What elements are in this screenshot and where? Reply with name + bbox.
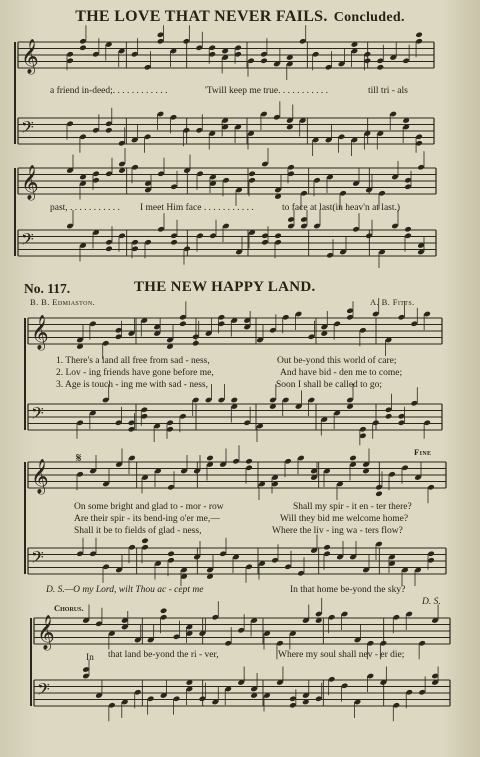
- note-head: [230, 397, 238, 404]
- verse3-b: Soon I shall be called to go;: [276, 380, 383, 390]
- treble-clef-icon: 𝄞: [31, 315, 49, 350]
- verse1-c: On some bright and glad to - mor - row: [74, 502, 224, 512]
- lyric-a1-1: a friend in-deed;. . . . . . . . . . . .: [50, 86, 168, 96]
- bass-clef-icon: 𝄢: [21, 117, 34, 141]
- verse2-a: 2. Lov - ing friends have gone before me,: [56, 368, 214, 378]
- note-head: [179, 320, 187, 327]
- verse1-a: 1. There's a land all free from sad - ness,: [56, 356, 210, 366]
- verse2-b: And have bid - den me to come;: [280, 368, 403, 378]
- ds-mark: D. S.: [422, 597, 441, 607]
- verse1-b: Out be-yond this world of care;: [277, 356, 397, 366]
- hymn-title: THE NEW HAPPY LAND.: [134, 279, 316, 295]
- note-head: [375, 490, 383, 497]
- bass-clef-icon: 𝄢: [31, 547, 44, 571]
- note-head: [105, 245, 113, 252]
- note-head: [192, 340, 200, 347]
- note-head: [105, 127, 113, 134]
- top-title-text: THE LOVE THAT NEVER FAILS.: [75, 8, 328, 25]
- note-head: [248, 170, 256, 177]
- treble-clef-icon: 𝄞: [31, 459, 49, 494]
- lyric-a1-2: 'Twill keep me true. . . . . . . . . . .: [205, 86, 328, 96]
- fine-mark: Fine: [414, 447, 432, 457]
- treble-clef-icon: 𝄞: [37, 615, 55, 650]
- verse2-c: Are their spir - its bend-ing o'er me,—: [74, 514, 220, 524]
- treble-clef-icon: 𝄞: [21, 39, 39, 74]
- hymn-author: B. B. Edmiaston.: [30, 297, 96, 307]
- chorus-label: Chorus.: [54, 603, 84, 613]
- note-head: [170, 239, 178, 246]
- note-head: [323, 544, 331, 551]
- top-title-suffix: Concluded.: [333, 10, 405, 25]
- note-head: [274, 232, 282, 239]
- bass-clef-icon: 𝄢: [31, 403, 44, 427]
- chorus-lyric-3: Where my soul shall nev - er die;: [278, 650, 405, 660]
- chorus-lyric-2: that land be-yond the ri - ver,: [108, 650, 219, 660]
- treble-clef-icon: 𝄞: [21, 165, 39, 200]
- hymn-composer: A. B. Fitts.: [370, 297, 415, 307]
- verse1-d: Shall my spir - it en - ter there?: [293, 502, 412, 512]
- lyric-a2-2: I meet Him face . . . . . . . . . . .: [140, 203, 254, 213]
- ds-line: D. S.—O my Lord, wilt Thou ac - cept me: [46, 585, 204, 595]
- note-head: [260, 57, 268, 64]
- verse2-d: Will they bid me welcome home?: [280, 514, 409, 524]
- verse3-c: Shall it be to fields of glad - ness,: [74, 526, 202, 536]
- note-head: [167, 550, 175, 557]
- bass-clef-icon: 𝄢: [37, 679, 50, 703]
- note-head: [376, 64, 384, 71]
- segno-mark: 𝄋: [76, 450, 82, 465]
- lyric-a1-3: till tri - als: [368, 86, 408, 96]
- verse3-d: Where the liv - ing wa - ters flow?: [272, 526, 403, 536]
- note-head: [385, 413, 393, 420]
- note-head: [141, 537, 149, 544]
- note-head: [404, 226, 412, 233]
- hymn-number: No. 117.: [24, 281, 71, 296]
- bass-clef-icon: 𝄢: [21, 229, 34, 253]
- lyric-a2-3: to face at last(in heav'n at last.): [282, 203, 401, 213]
- verse3-a: 3. Age is touch - ing me with sad - ness,: [56, 380, 208, 390]
- note-head: [206, 455, 214, 462]
- note-head: [245, 458, 253, 465]
- note-head: [160, 607, 168, 614]
- note-head: [79, 44, 87, 51]
- note-head: [415, 31, 423, 38]
- note-head: [349, 455, 357, 462]
- chorus-lyric-1: In: [86, 653, 94, 663]
- ds-line2: In that home be-yond the sky?: [290, 585, 406, 595]
- lyric-a2-1: past, . . . . . . . . . . .: [50, 203, 120, 213]
